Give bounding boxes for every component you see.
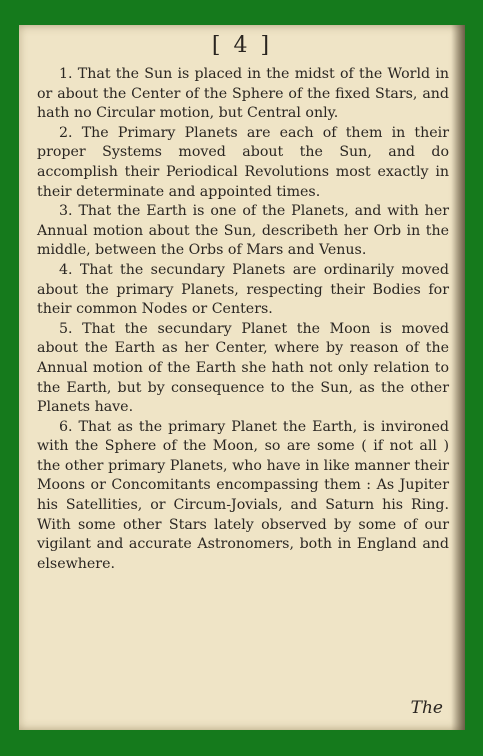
catchword: The (410, 698, 443, 718)
book-page (19, 25, 465, 730)
paragraph-6: 6. That as the primary Planet the Earth, is invironed with the Sphere of the Moon, so are some ( if not all ) the other primary Planets, who have in like manner their Moons or Concomitants encompassing them : As Jupiter his Satellities, or Circum-Jovials, and Saturn his Ring. With some other Stars lately observed by some of our vigilant and accurate Astronomers, both in England and elsewhere. (37, 418, 449, 572)
paragraph-1: 1. That the Sun is placed in the midst of the World in or about the Center of the Sphere of the fixed Stars, and hath no Circular motion, but Central only. (37, 66, 449, 122)
paragraph-3: 3. That the Earth is one of the Planets, and with her Annual motion about the Sun, describeth her Orb in the middle, between the Orbs of Mars and Venus. (37, 203, 449, 259)
body-text (37, 65, 449, 574)
page-gutter-shadow (451, 25, 465, 730)
paragraph-5: 5. That the secundary Planet the Moon is moved about the Earth as her Center, where by reason of the Annual motion of the Earth she hath not only relation to the Earth, but by consequence to the Sun, as the other Planets have. (37, 320, 449, 416)
paragraph-2: 2. The Primary Planets are each of them in their proper Systems moved about the Sun, and do accomplish their Periodical Revolutions most exactly in their determinate and appointed times. (37, 124, 449, 200)
page-number: [ 4 ] (211, 33, 273, 58)
paragraph-4: 4. That the secundary Planets are ordinarily moved about the primary Planets, respecting their Bodies for their common Nodes or Centers. (37, 261, 449, 318)
